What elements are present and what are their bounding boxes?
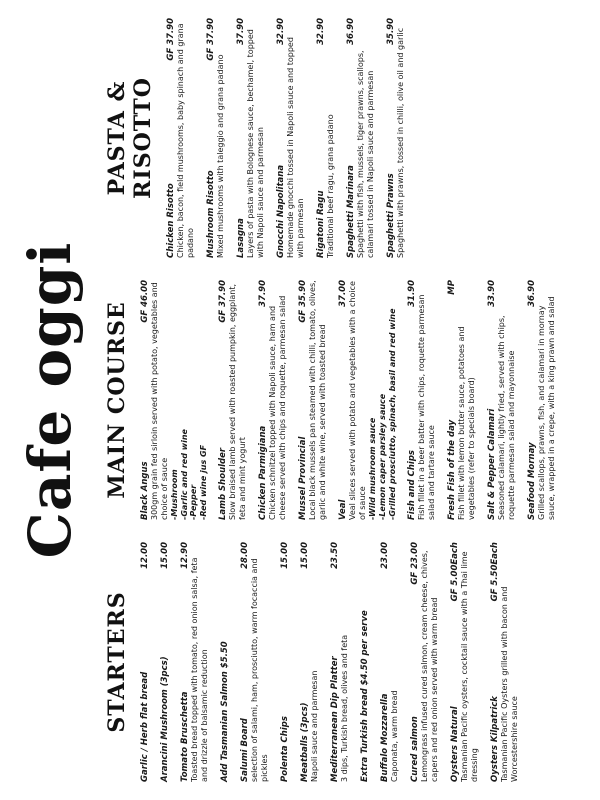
main-course-item xyxy=(487,280,517,520)
starters-item xyxy=(180,542,210,782)
menu-item-head xyxy=(166,18,176,258)
pasta-risotto-column xyxy=(104,18,416,258)
starters-item xyxy=(360,542,370,782)
menu-item-description: selection of salami, ham, prosciutto, warm focaccia and pickles xyxy=(250,558,269,782)
starters-item xyxy=(240,542,270,782)
menu-item-description: Mixed mushrooms with taleggio and grana padano xyxy=(216,54,225,258)
menu-item-head xyxy=(447,280,457,520)
menu-item-description: Toasted bread topped with tomato, red onion salsa, feta and drizzle of balsamic reduction xyxy=(190,557,209,782)
menu-item-price: 37.90 xyxy=(258,280,269,307)
menu-item-option: -Wild mushroom sauce xyxy=(368,417,378,520)
menu-item-price: 12.00 xyxy=(140,542,150,569)
menu-item-description: 300gm grain fed sirloin served with potato, vegetables and choice of sauce xyxy=(150,282,169,520)
menu-item-description: Homemade gnocchi tossed in Napoli sauce and topped with parmesan xyxy=(286,37,305,258)
menu-item-price: MP xyxy=(447,280,458,295)
menu-item-name: Salumi Board xyxy=(240,718,250,782)
menu-item-head xyxy=(298,280,308,520)
menu-item-name: Cured salmon xyxy=(410,716,420,782)
pasta-risotto-item xyxy=(386,18,406,258)
menu-item-description: Fish fillet in a beer batter with chips, roquette parmesan salad and tartare sauce xyxy=(417,294,437,520)
main-course-item xyxy=(527,280,557,520)
main-course-item xyxy=(407,280,437,520)
starters-list xyxy=(140,542,520,782)
menu-item-name: Spaghetti Marinara xyxy=(346,165,356,258)
main-course-item xyxy=(298,280,328,520)
starters-item xyxy=(380,542,400,782)
starters-item xyxy=(220,542,230,782)
main-course-item xyxy=(338,280,397,520)
menu-item-price: 35.90 xyxy=(386,18,396,45)
menu-item-description: Veal slices served with potato and vegetables with a choice of sauce xyxy=(348,281,368,520)
menu-item-option: -Red wine jus GF xyxy=(198,444,208,520)
menu-item-description: Fish fillet with lemon butter sauce, potatoes and vegetables (refer to specials board) xyxy=(457,326,477,520)
menu-item-price: 37.00 xyxy=(338,280,349,307)
menu-item-option: -Pepper xyxy=(189,484,199,520)
menu-item-price: GF 37.90 xyxy=(218,280,229,323)
menu-item-name: Lasagna xyxy=(236,218,246,258)
menu-item-head xyxy=(487,280,497,520)
starters-item xyxy=(450,542,480,782)
menu-item-head xyxy=(300,542,310,782)
menu-item-description: Seasoned calamari, lightly fried, served with chips, roquette parmesan salad and mayonnaise xyxy=(497,315,517,520)
menu-item-name: Seafood Mornay xyxy=(527,442,538,520)
menu-item-head xyxy=(218,280,228,520)
menu-item-price: 36.90 xyxy=(346,18,356,45)
menu-item-price: 12.90 xyxy=(180,542,190,569)
menu-item-name: Tomato Bruschetta xyxy=(180,691,190,782)
menu-item-name: Spaghetti Prawns xyxy=(386,173,396,258)
menu-item-name: Oysters Kilpatrick xyxy=(490,696,500,782)
pasta-risotto-heading: PASTA & RISOTTO xyxy=(104,77,156,199)
menu-item-description: Tasmanian Pacific oysters, cocktail sauce with a Thai lime dressing xyxy=(460,551,479,782)
main-course-item xyxy=(258,280,288,520)
main-course-item xyxy=(218,280,248,520)
menu-item-name: Black Angus xyxy=(140,461,150,520)
starters-heading: STARTERS xyxy=(104,591,130,733)
pasta-risotto-item xyxy=(346,18,376,258)
menu-item-head xyxy=(450,542,460,782)
menu-item-price: GF 37.90 xyxy=(206,18,216,61)
menu-item-description: 3 dips, Turkish bread, olives and feta xyxy=(340,634,349,782)
menu-item-head xyxy=(330,542,340,782)
menu-item-description: Grilled scallops, prawns, fish, and calamari in mornay sauce, wrapped in a crepe, with a king prawn and salad xyxy=(537,296,557,520)
menu-item-description: Traditional beef ragu, grana padano xyxy=(326,114,335,258)
menu-item-head xyxy=(258,280,268,520)
main-course-item xyxy=(140,280,208,520)
menu-item-description: Napoli sauce and parmesan xyxy=(310,670,319,782)
menu-item-head xyxy=(160,542,170,782)
menu-item-price: GF 23.00 xyxy=(410,542,420,585)
menu-item-head xyxy=(236,18,246,258)
starters-item xyxy=(490,542,520,782)
menu-item-price: 31.90 xyxy=(407,280,418,307)
menu-item-name: Mussel Provincial xyxy=(298,436,309,520)
menu-item-price: 32.90 xyxy=(276,18,286,45)
menu-item-description: Caponata, warm bread xyxy=(390,690,399,782)
menu-item-head xyxy=(360,542,370,782)
menu-item-head xyxy=(346,18,356,258)
menu-item-head xyxy=(280,542,290,782)
menu-item-name: Buffalo Mozzarella xyxy=(380,693,390,782)
menu-item-name: Lamb Shoulder xyxy=(218,447,229,520)
menu-item-name: Mediterranean Dip Platter xyxy=(330,656,340,782)
menu-item-name: Add Tasmanian Salmon $5.50 xyxy=(220,641,230,782)
menu-item-head xyxy=(410,542,420,782)
starters-item xyxy=(300,542,320,782)
menu-item-name: Arancini Mushroom (3pcs) xyxy=(160,656,170,782)
starters-item xyxy=(140,542,150,782)
menu-item-name: Meatballs (3pcs) xyxy=(300,702,310,782)
main-course-list xyxy=(140,280,557,520)
menu-item-name: Fish and Chips xyxy=(407,450,418,520)
menu-item-name: Salt & Pepper Calamari xyxy=(487,408,498,520)
menu-item-price: 36.90 xyxy=(527,280,538,307)
main-course-item xyxy=(447,280,477,520)
menu-item-description: Spaghetti with fish, mussels, tiger prawns, scallops, calamari tossed in Napoli sauce and parmesan xyxy=(356,50,375,258)
menu-item-head xyxy=(380,542,390,782)
menu-item-name: Chicken Parmigiana xyxy=(258,425,269,520)
menu-item-head xyxy=(220,542,230,782)
menu-item-price: GF 35.90 xyxy=(298,280,309,323)
menu-item-name: Gnocchi Napolitana xyxy=(276,164,286,258)
menu-item-price: GF 46.00 xyxy=(140,280,150,323)
pasta-risotto-list xyxy=(166,18,406,258)
menu-item-description: Lemongrass infused cured salmon, cream cheese, chives, capers and red onion served with warm bread xyxy=(420,550,439,782)
menu-item-description: Slow braised lamb served with roasted pumpkin, eggplant, feta and mint yogurt xyxy=(228,283,248,520)
menu-item-price: 23.50 xyxy=(330,542,340,569)
menu-item-name: Mushroom Risotto xyxy=(206,170,216,258)
menu-item-price: 23.00 xyxy=(380,542,390,569)
menu-item-description: Spaghetti with prawns, tossed in chilli, olive oil and garlic xyxy=(396,27,405,258)
starters-column xyxy=(104,542,530,782)
menu-item-price: 28.00 xyxy=(240,542,250,569)
brand-title: Cafe oggi xyxy=(16,241,84,559)
menu-item-name: Extra Turkish bread $4.50 per serve xyxy=(360,610,370,782)
menu-item-head xyxy=(386,18,396,258)
pasta-risotto-item xyxy=(316,18,336,258)
pasta-risotto-item xyxy=(236,18,266,258)
starters-item xyxy=(280,542,290,782)
menu-item-price: 15.00 xyxy=(300,542,310,569)
menu-item-name: Chicken Risotto xyxy=(166,183,176,258)
menu-item-price: GF 5.00Each xyxy=(450,542,460,602)
menu-item-name: Oysters Natural xyxy=(450,706,460,782)
menu-item-head xyxy=(140,542,150,782)
menu-item-description: Chicken, bacon, field mushrooms, baby spinach and grana padano xyxy=(176,23,195,258)
starters-item xyxy=(160,542,170,782)
menu-item-description: Tasmanian Pacific Oysters grilled with bacon and Worcestershire sauce xyxy=(500,586,519,782)
pasta-risotto-item xyxy=(166,18,196,258)
menu-item-option: -Garlic and red wine xyxy=(179,429,189,520)
menu-item-head xyxy=(140,280,150,520)
menu-item-name: Garlic / Herb flat bread xyxy=(140,671,150,782)
menu-item-description: Local black mussels pan steamed with chilli, tomato, olives, garlic and white wine, served with toasted bread xyxy=(308,280,328,520)
main-course-column xyxy=(104,280,567,520)
menu-item-description: Layers of pasta with Bolognese sauce, bechamel, topped with Napoli sauce and parmesan xyxy=(246,29,265,258)
menu-item-option: -Lemon caper parsley sauce xyxy=(377,393,387,520)
menu-item-price: GF 5.50Each xyxy=(490,542,500,602)
menu-item-head xyxy=(527,280,537,520)
menu-item-head xyxy=(180,542,190,782)
pasta-risotto-item xyxy=(276,18,306,258)
menu-item-description: Chicken schnitzel topped with Napoli sauce, ham and cheese served with chips and roquette, parmesan salad xyxy=(268,295,288,520)
menu-item-head xyxy=(206,18,216,258)
menu-item-name: Fresh Fish of the day xyxy=(447,419,458,520)
pasta-risotto-item xyxy=(206,18,226,258)
menu-item-head xyxy=(316,18,326,258)
menu-item-head xyxy=(276,18,286,258)
menu-item-price: 33.90 xyxy=(487,280,498,307)
starters-item xyxy=(410,542,440,782)
menu-item-head xyxy=(407,280,417,520)
starters-item xyxy=(330,542,350,782)
menu-item-price: 15.00 xyxy=(160,542,170,569)
menu-item-price: 15.00 xyxy=(280,542,290,569)
menu-item-name: Rigatoni Ragu xyxy=(316,190,326,258)
menu-item-price: GF 37.90 xyxy=(166,18,176,61)
menu-item-option: -Mushroom xyxy=(170,469,179,520)
menu-item-head xyxy=(338,280,348,520)
menu-item-price: 37.90 xyxy=(236,18,246,45)
main-course-heading: MAIN COURSE xyxy=(104,301,130,499)
menu-item-head xyxy=(490,542,500,782)
menu-item-name: Polenta Chips xyxy=(280,716,290,782)
menu-item-name: Veal xyxy=(338,499,349,520)
menu-item-head xyxy=(240,542,250,782)
menu-item-price: 32.90 xyxy=(316,18,326,45)
menu-item-option: -Grilled prosciutto, spinach, basil and red wine xyxy=(387,308,397,520)
